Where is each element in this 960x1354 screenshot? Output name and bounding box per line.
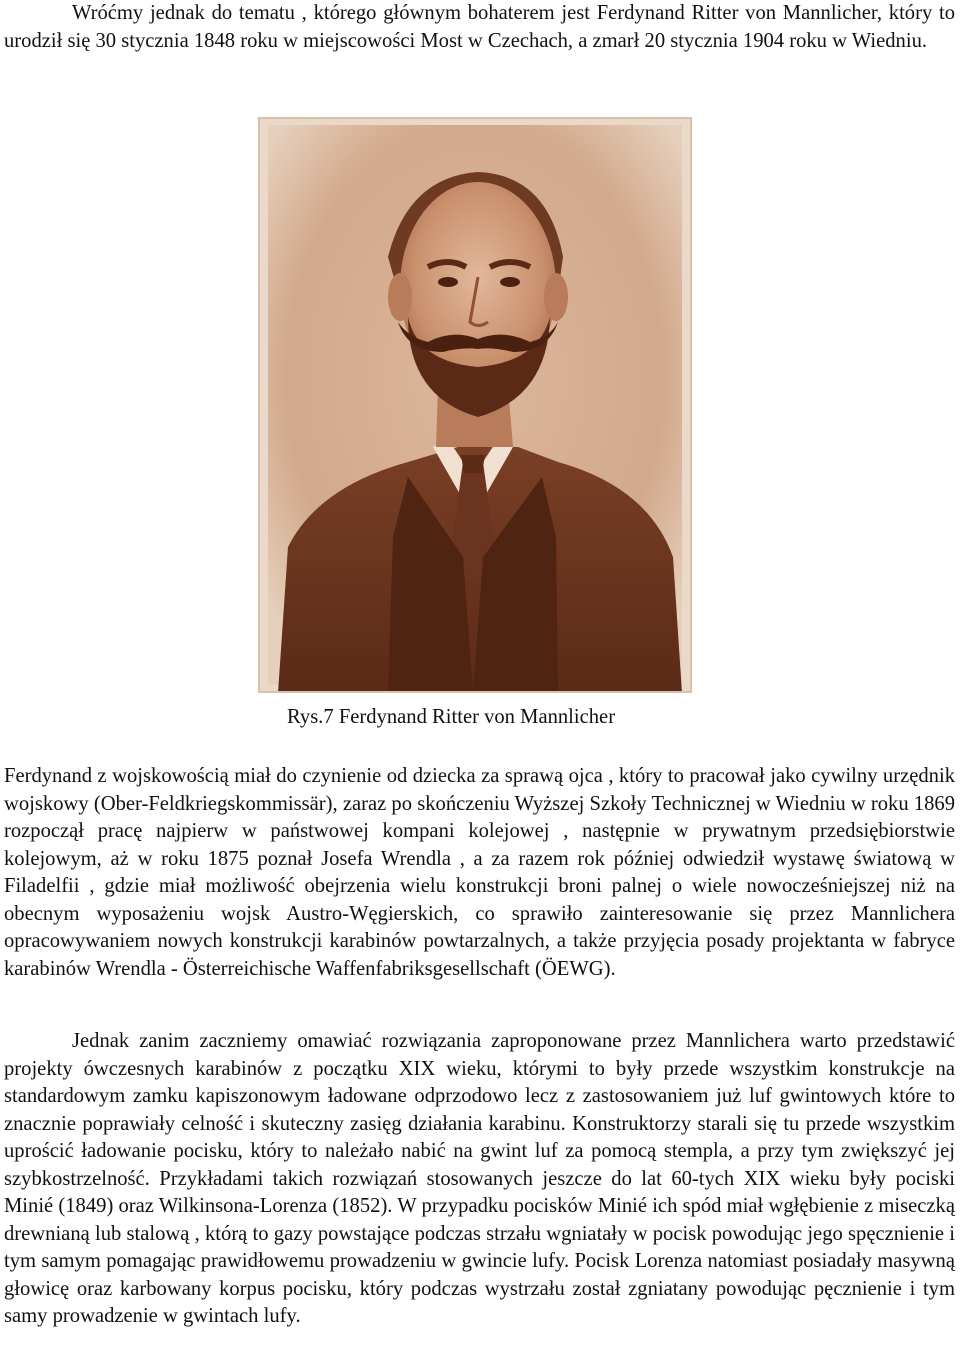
portrait-photo bbox=[258, 117, 692, 693]
figure-caption: Rys.7 Ferdynand Ritter von Mannlicher bbox=[287, 706, 616, 728]
paragraph-biography: Ferdynand z wojskowością miał do czynienie od dziecka za sprawą ojca , który to pracował jako cywilny urzędnik wojskowy (Ober-Feldkriegskommissär), zaraz po skończeniu Wyższej Szkoły Technicznej w Wiedniu w roku 1869 rozpoczął pracę najpierw w państwowej kompani kolejowej , następnie w prywatnym przedsiębiorstwie kolejowym, aż w roku 1875 poznał Josefa Wrendla , a za razem rok później odwiedził wystawę światową w Filadelfii , gdzie miał możliwość obejrzenia wielu konstrukcji broni palnej o wiele nowocześniejszej niż na obecnym wyposażeniu wojsk Austro-Węgierskich, co sprawiło zainteresowanie się przez Mannlichera opracowywaniem nowych konstrukcji karabinów powtarzalnych, a także przyjęcia posady projektanta w fabryce karabinów Wrendla - Österreichische Waffenfabriksgesellschaft (ÖEWG). bbox=[4, 765, 955, 980]
paragraph-intro: Wróćmy jednak do tematu , którego głównym bohaterem jest Ferdynand Ritter von Mannlicher, który to urodził się 30 stycznia 1848 roku w miejscowości Most w Czechach, a zmarł 20 stycznia 1904 roku w Wiedniu. bbox=[4, 2, 955, 52]
portrait-illustration bbox=[258, 117, 692, 693]
paragraph-bullets-history: Jednak zanim zaczniemy omawiać rozwiązania zaproponowane przez Mannlichera warto przedstawić projekty ówczesnych karabinów z początku XIX wieku, którymi to były przede wszystkim konstrukcje na standardowym zamku kapiszonowym ładowane odprzodowo lecz z zastosowaniem już luf gwintowych które to znacznie poprawiały celność i skuteczny zasięg działania karabinu. Konstruktorzy starali się tu przede wszystkim uprościć ładowanie pocisku, który to należało nabić na gwint luf za pomocą stempla, a przy tym zwiększyć jej szybkostrzelność. Przykładami takich rozwiązań stosowanych jeszcze do lat 60-tych XIX wieku były pociski Minié (1849) oraz Wilkinsona-Lorenza (1852). W przypadku pocisków Minié ich spód miał wgłębienie z miseczką drewnianą lub stalową , którą to gazy powstające podczas strzału wgniatały w pocisk powodując jego spęcznienie i tym samym pomagając prawidłowemu prowadzeniu w gwincie lufy. Pocisk Lorenza natomiast posiadały masywną głowicę oraz karbowany korpus pocisku, który podczas wystrzału został zgniatany powodując pęcznienie i tym samy prowadzenie w gwintach lufy. bbox=[4, 1030, 955, 1327]
